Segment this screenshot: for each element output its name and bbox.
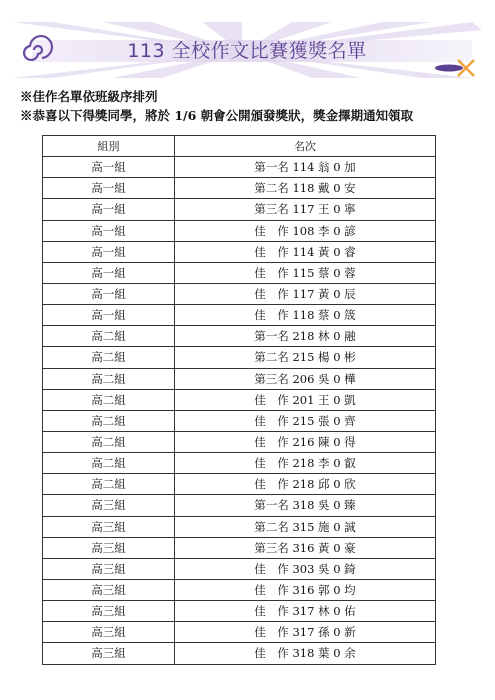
header-banner bbox=[12, 22, 482, 78]
table-row bbox=[43, 326, 436, 347]
table-row bbox=[43, 178, 436, 199]
rank-cell: 佳 作 318 葉 0 余 bbox=[175, 643, 436, 664]
table-row bbox=[43, 643, 436, 664]
table-row bbox=[43, 368, 436, 389]
group-cell: 高三組 bbox=[43, 622, 175, 643]
rank-cell: 第二名 118 戴 0 安 bbox=[175, 178, 436, 199]
page-title: 113 全校作文比賽獲獎名單 bbox=[127, 40, 367, 62]
table-row bbox=[43, 389, 436, 410]
table-row bbox=[43, 431, 436, 452]
rank-cell: 第二名 315 施 0 誠 bbox=[175, 516, 436, 537]
group-cell: 高一組 bbox=[43, 220, 175, 241]
rank-cell: 佳 作 316 郭 0 均 bbox=[175, 579, 436, 600]
table-row bbox=[43, 558, 436, 579]
group-cell: 高三組 bbox=[43, 643, 175, 664]
group-cell: 高一組 bbox=[43, 262, 175, 283]
rank-cell: 佳 作 114 黃 0 睿 bbox=[175, 241, 436, 262]
group-cell: 高二組 bbox=[43, 326, 175, 347]
group-cell: 高三組 bbox=[43, 537, 175, 558]
notes bbox=[20, 87, 480, 125]
table-row bbox=[43, 157, 436, 178]
group-cell: 高三組 bbox=[43, 516, 175, 537]
table-row bbox=[43, 601, 436, 622]
rank-cell: 佳 作 317 林 0 佑 bbox=[175, 601, 436, 622]
rank-cell: 第一名 318 吳 0 臻 bbox=[175, 495, 436, 516]
table-row bbox=[43, 516, 436, 537]
table-body bbox=[43, 157, 436, 664]
rank-cell: 第二名 215 楊 0 彬 bbox=[175, 347, 436, 368]
rank-cell: 佳 作 201 王 0 凱 bbox=[175, 389, 436, 410]
table-row bbox=[43, 241, 436, 262]
group-cell: 高二組 bbox=[43, 453, 175, 474]
group-cell: 高二組 bbox=[43, 431, 175, 452]
rank-cell: 佳 作 218 邱 0 欣 bbox=[175, 474, 436, 495]
rank-cell: 佳 作 216 陳 0 得 bbox=[175, 431, 436, 452]
rank-cell: 第三名 117 王 0 寧 bbox=[175, 199, 436, 220]
group-cell: 高三組 bbox=[43, 495, 175, 516]
note-order: ※佳作名單依班級序排列 bbox=[20, 89, 158, 104]
table-row bbox=[43, 283, 436, 304]
group-cell: 高二組 bbox=[43, 368, 175, 389]
group-cell: 高三組 bbox=[43, 579, 175, 600]
table-header-row bbox=[43, 136, 436, 157]
awards-table bbox=[42, 135, 436, 665]
group-cell: 高三組 bbox=[43, 558, 175, 579]
group-cell: 高二組 bbox=[43, 410, 175, 431]
rank-cell: 佳 作 215 張 0 齊 bbox=[175, 410, 436, 431]
table-row bbox=[43, 537, 436, 558]
table-row bbox=[43, 579, 436, 600]
header-rank: 名次 bbox=[175, 136, 436, 157]
group-cell: 高一組 bbox=[43, 305, 175, 326]
table-row bbox=[43, 495, 436, 516]
group-cell: 高二組 bbox=[43, 474, 175, 495]
table-row bbox=[43, 622, 436, 643]
group-cell: 高一組 bbox=[43, 241, 175, 262]
rank-cell: 佳 作 317 孫 0 新 bbox=[175, 622, 436, 643]
group-cell: 高三組 bbox=[43, 601, 175, 622]
table-row bbox=[43, 305, 436, 326]
rank-cell: 佳 作 303 吳 0 錡 bbox=[175, 558, 436, 579]
table-row bbox=[43, 199, 436, 220]
rank-cell: 佳 作 118 蔡 0 筬 bbox=[175, 305, 436, 326]
table-row bbox=[43, 474, 436, 495]
rank-cell: 佳 作 108 李 0 諺 bbox=[175, 220, 436, 241]
table-row bbox=[43, 220, 436, 241]
rank-cell: 第一名 114 翁 0 加 bbox=[175, 157, 436, 178]
rank-cell: 第一名 218 林 0 融 bbox=[175, 326, 436, 347]
rank-cell: 第三名 206 吳 0 樺 bbox=[175, 368, 436, 389]
note-award-info: ※恭喜以下得獎同學，將於 1/6 朝會公開頒發獎狀，獎金擇期通知領取 bbox=[20, 108, 414, 123]
header-group: 組別 bbox=[43, 136, 175, 157]
group-cell: 高二組 bbox=[43, 389, 175, 410]
rank-cell: 佳 作 218 李 0 叡 bbox=[175, 453, 436, 474]
table-row bbox=[43, 410, 436, 431]
group-cell: 高一組 bbox=[43, 283, 175, 304]
rank-cell: 第三名 316 黃 0 豪 bbox=[175, 537, 436, 558]
group-cell: 高一組 bbox=[43, 178, 175, 199]
group-cell: 高一組 bbox=[43, 199, 175, 220]
table-row bbox=[43, 347, 436, 368]
group-cell: 高二組 bbox=[43, 347, 175, 368]
rank-cell: 佳 作 117 黃 0 辰 bbox=[175, 283, 436, 304]
rank-cell: 佳 作 115 蔡 0 蓉 bbox=[175, 262, 436, 283]
table-row bbox=[43, 262, 436, 283]
group-cell: 高一組 bbox=[43, 157, 175, 178]
table-row bbox=[43, 453, 436, 474]
